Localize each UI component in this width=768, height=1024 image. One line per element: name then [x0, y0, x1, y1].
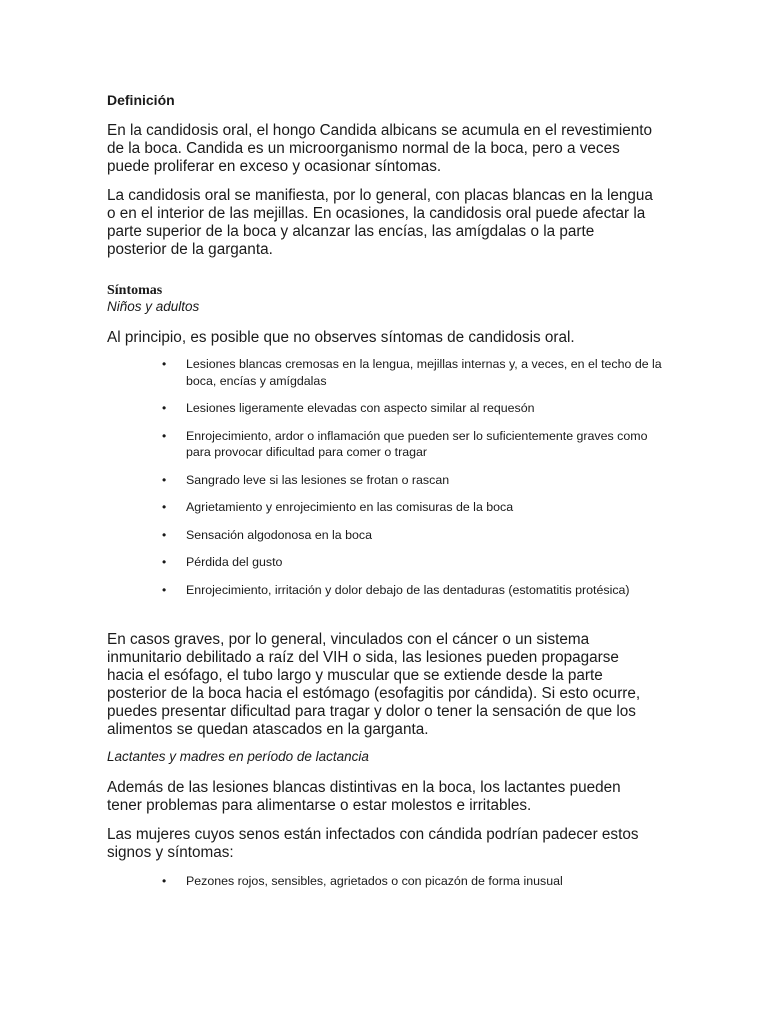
bullet-icon: •: [162, 428, 167, 443]
list-item: [107, 472, 662, 489]
list-item: [107, 428, 662, 461]
bullet-icon: •: [162, 500, 167, 514]
list-item-text: Sensación algodonosa en la boca: [186, 527, 373, 542]
definition-heading: Definición: [107, 92, 175, 108]
list-item: [107, 400, 662, 417]
subheading-infants-mothers: Lactantes y madres en período de lactancia: [107, 749, 369, 764]
mothers-symptoms-list: [107, 873, 662, 901]
list-item: [107, 527, 662, 544]
definition-paragraph-2: La candidosis oral se manifiesta, por lo general, con placas blancas en la lengua o en el interior de las mejillas. En ocasiones, la candidosis oral puede afectar la parte superior de la boca y alcanzar las encías, las amígdalas o la parte posterior de la garganta.: [107, 187, 653, 258]
bullet-icon: •: [162, 874, 167, 888]
infants-paragraph: Además de las lesiones blancas distintivas en la boca, los lactantes pueden tener problemas para alimentarse o estar molestos e irritables.: [107, 779, 621, 814]
list-item: [107, 582, 662, 599]
bullet-icon: •: [162, 401, 167, 415]
symptoms-list: [107, 356, 662, 609]
list-item: [107, 873, 662, 890]
list-item-text: Pezones rojos, sensibles, agrietados o con picazón de forma inusual: [186, 874, 563, 888]
list-item-text: Enrojecimiento, irritación y dolor debajo de las dentaduras (estomatitis protésica): [186, 582, 630, 597]
symptoms-heading: Síntomas: [107, 283, 163, 298]
list-item-text: Lesiones blancas cremosas en la lengua, mejillas internas y, a veces, en el techo de la boca, encías y amígdalas: [186, 357, 662, 388]
list-item: [107, 499, 662, 516]
mothers-paragraph: Las mujeres cuyos senos están infectados con cándida podrían padecer estos signos y síntomas:: [107, 826, 639, 861]
list-item: [107, 554, 662, 571]
list-item-text: Lesiones ligeramente elevadas con aspecto similar al requesón: [186, 401, 535, 415]
list-item-text: Agrietamiento y enrojecimiento en las comisuras de la boca: [186, 500, 514, 514]
bullet-icon: •: [162, 472, 167, 487]
subheading-children-adults: Niños y adultos: [107, 299, 200, 314]
bullet-icon: •: [162, 582, 167, 597]
bullet-icon: •: [162, 555, 167, 569]
list-item: [107, 356, 662, 389]
symptoms-intro-paragraph: Al principio, es posible que no observes síntomas de candidosis oral.: [107, 329, 575, 346]
bullet-icon: •: [162, 357, 167, 371]
list-item-text: Sangrado leve si las lesiones se frotan o rascan: [186, 472, 450, 487]
list-item-text: Enrojecimiento, ardor o inflamación que pueden ser lo suficientemente graves como para provocar dificultad para comer o tragar: [186, 428, 648, 459]
list-item-text: Pérdida del gusto: [186, 555, 283, 569]
definition-paragraph-1: En la candidosis oral, el hongo Candida albicans se acumula en el revestimiento de la boca. Candida es un microorganismo normal de la boca, pero a veces puede proliferar en exceso y ocasionar síntomas.: [107, 122, 653, 175]
severe-cases-paragraph: En casos graves, por lo general, vinculados con el cáncer o un sistema inmunitario debilitado a raíz del VIH o sida, las lesiones pueden propagarse hacia el esófago, el tubo largo y muscular que se extiende desde la parte posterior de la boca hacia el estómago (esofagitis por cándida). Si esto ocurre, puedes presentar dificultad para tragar y dolor o tener la sensación de que los alimentos se quedan atascados en la garganta.: [107, 631, 641, 738]
bullet-icon: •: [162, 527, 167, 542]
